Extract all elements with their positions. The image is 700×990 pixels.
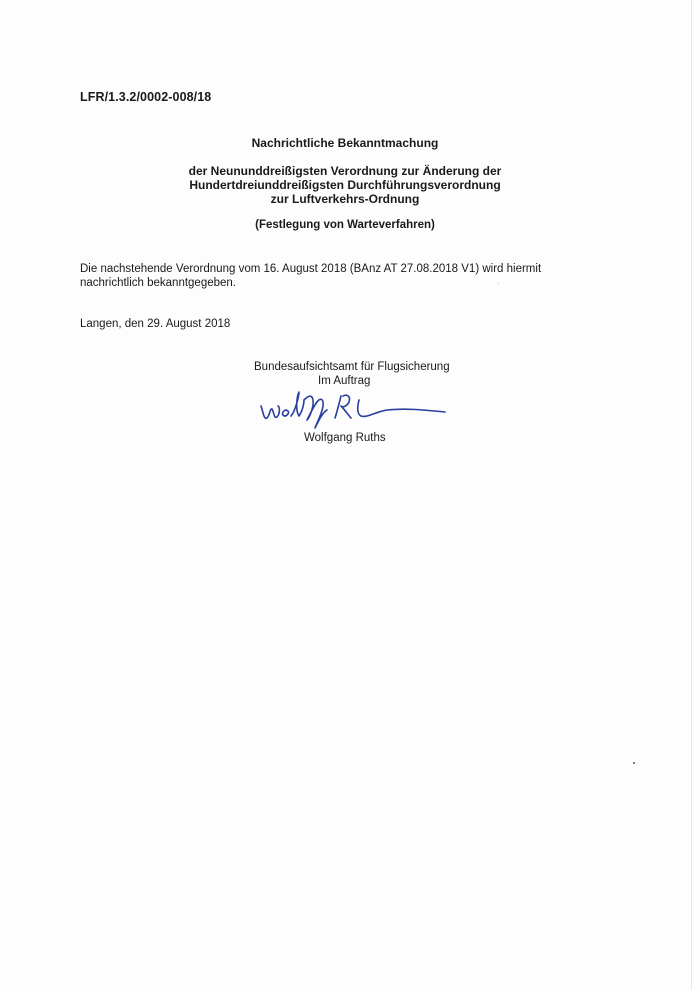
place-and-date: Langen, den 29. August 2018 [80,318,231,330]
body-paragraph: Die nachstehende Verordnung vom 16. August 2018 (BAnz AT 27.08.2018 V1) wird hiermit nachrichtlich bekanntgegeben. [80,263,542,289]
reference-number: LFR/1.3.2/0002-008/18 [80,90,212,104]
subtitle-line-3: zur Luftverkehrs-Ordnung [270,192,420,206]
scan-speck [498,283,499,284]
subtitle-parenthetical: (Festlegung von Warteverfahren) [255,219,435,231]
scan-edge-line [691,0,692,990]
subtitle-line-1: der Neununddreißigsten Verordnung zur Änderung der [188,164,502,178]
document-title: Nachrichtliche Bekanntmachung [251,136,439,150]
signature-organization: Bundesaufsichtsamt für Flugsicherung [254,361,450,373]
signatory-name: Wolfgang Ruths [304,432,386,444]
scan-speck [633,762,635,764]
signature-on-behalf: Im Auftrag [318,375,371,387]
handwritten-signature [255,382,455,434]
subtitle-line-2: Hundertdreiunddreißigsten Durchführungsverordnung [189,178,501,192]
